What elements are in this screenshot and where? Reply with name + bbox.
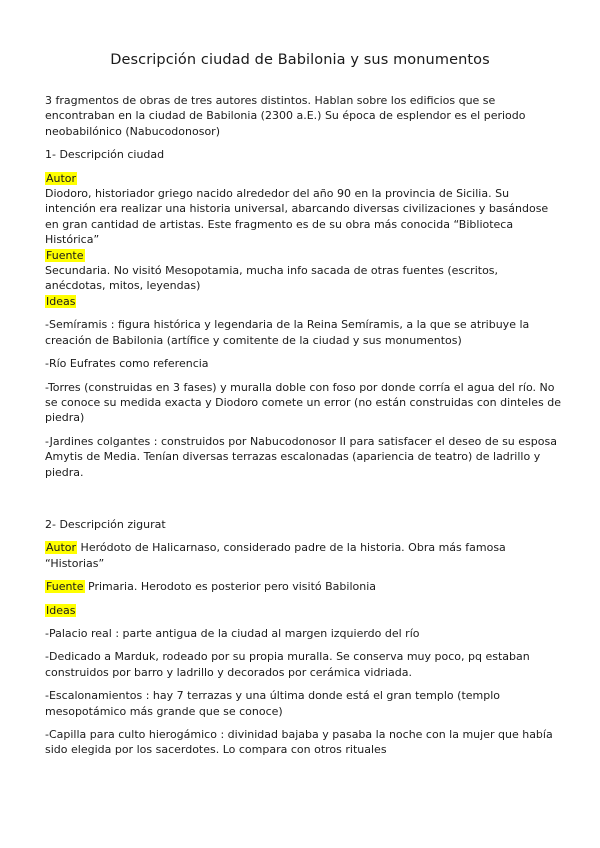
section2-autor-line (45, 540, 561, 571)
section2-ideas-line (45, 603, 561, 618)
intro-paragraph: 3 fragmentos de obras de tres autores distintos. Hablan sobre los edificios que se encontraban en la ciudad de Babilonia (2300 a.E.) Su época de esplendor es el periodo neobabilónico (Nabucodonosor) (45, 94, 526, 138)
section1-idea-1: -Semíramis : figura histórica y legendaria de la Reina Semíramis, a la que se atribuye la creación de Babilonia (artífice y comitente de la ciudad y sus monumentos) (45, 318, 530, 347)
section1-idea-2: -Río Eufrates como referencia (45, 357, 209, 371)
section1-fuente-text: Secundaria. No visitó Mesopotamia, mucha info sacada de otras fuentes (escritos, anécdotas, mitos, leyendas) (45, 264, 499, 293)
section1-autor-block (45, 171, 561, 310)
section2-ideas-label: Ideas (46, 603, 76, 617)
section1-idea-3: -Torres (construidas en 3 fases) y muralla doble con foso por donde corría el agua del río. No se conoce su medida exacta y Diodoro comete un error (no están construidas con dinteles de piedra) (45, 380, 561, 425)
section2-autor-text: Heródoto de Halicarnaso, considerado padre de la historia. Obra más famosa “Historias” (45, 541, 506, 570)
section2-idea-2: -Dedicado a Marduk, rodeado por su propia muralla. Se conserva muy poco, pq estaban construidos por barro y ladrillo y decorados por cerámica vidriada. (45, 650, 530, 679)
document-body (45, 93, 561, 758)
section2-heading: 2- Descripción zigurat (45, 517, 166, 531)
document-title: Descripción ciudad de Babilonia y sus monumentos (110, 52, 490, 68)
section2-autor-label: Autor (46, 541, 77, 555)
section1-ideas-label: Ideas (46, 294, 76, 308)
section1-idea-4: -Jardines colgantes : construidos por Nabucodonosor II para satisfacer el deseo de su esposa Amytis de Media. Tenían diversas terrazas escalonadas (apariencia de teatro) de ladrillo y piedra. (45, 434, 557, 479)
section1-heading: 1- Descripción ciudad (45, 148, 165, 162)
section2-idea-4: -Capilla para culto hierogámico : divinidad bajaba y pasaba la noche con la mujer que había sido elegida por los sacerdotes. Lo compara con otros rituales (45, 728, 553, 757)
section2-fuente-label: Fuente (46, 580, 84, 594)
section2-fuente-line (45, 579, 561, 594)
section2-fuente-text: Primaria. Herodoto es posterior pero visitó Babilonia (84, 580, 376, 594)
section1-autor-label: Autor (46, 171, 77, 185)
section2-idea-1: -Palacio real : parte antigua de la ciudad al margen izquierdo del río (45, 626, 420, 640)
section1-fuente-label: Fuente (46, 248, 84, 262)
section2-idea-3: -Escalonamientos : hay 7 terrazas y una última donde está el gran templo (templo mesopotámico más grande que se conoce) (45, 689, 501, 718)
section1-autor-text: Diodoro, historiador griego nacido alrededor del año 90 en la provincia de Sicilia. Su intención era realizar una historia universal, abarcando diversas civilizaciones y basándose en gran cantidad de artistas. Este fragmento es de su obra más conocida “Biblioteca Histórica” (45, 187, 549, 247)
